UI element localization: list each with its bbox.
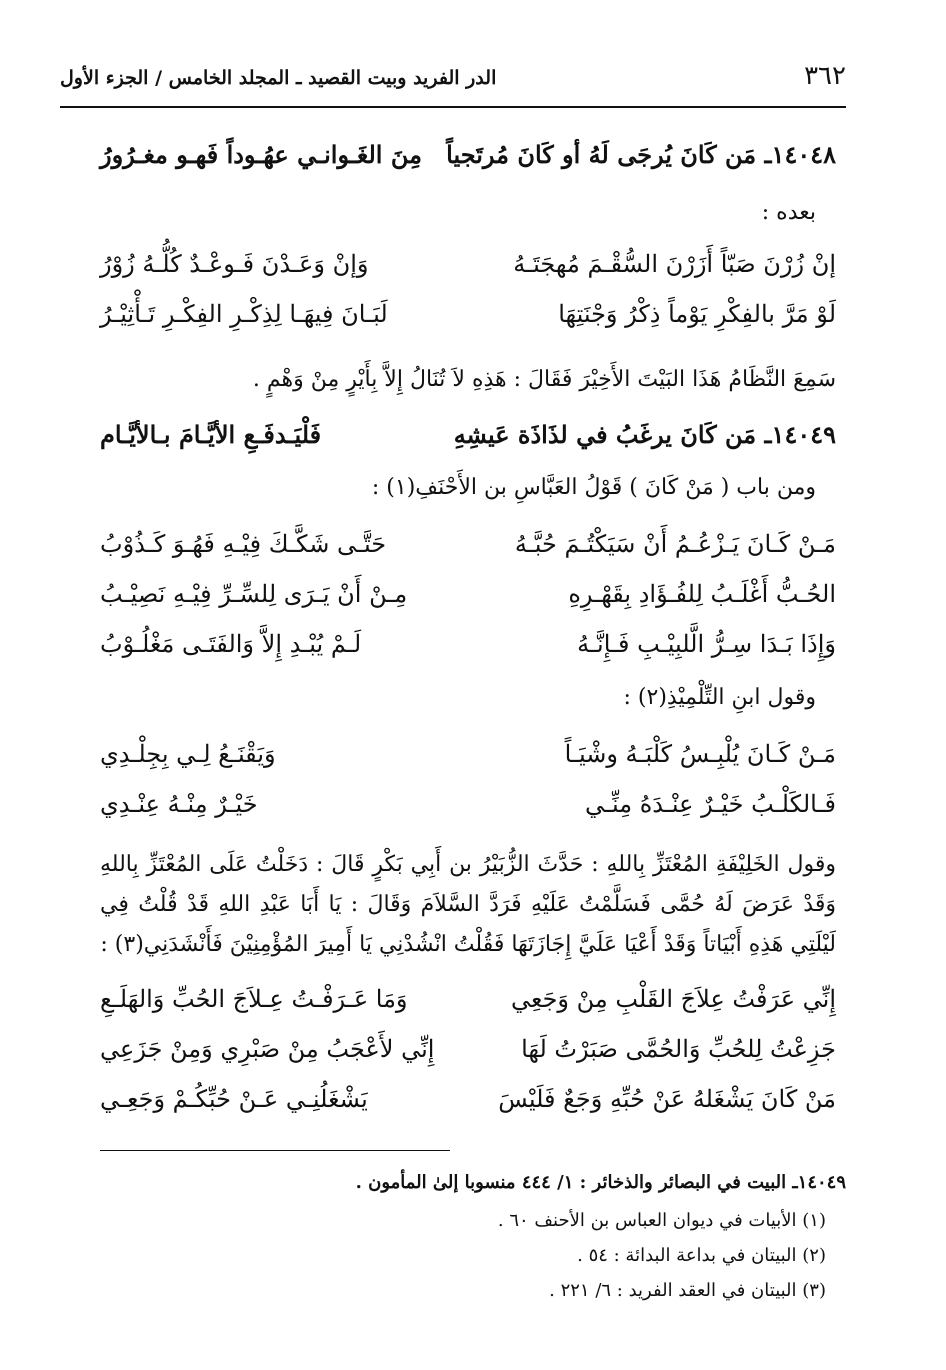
hemistich-second: إِنِّي لأَعْجَبُ مِنْ صَبْرِي وَمِنْ جَزَعِي (100, 1035, 435, 1063)
running-title: الدر الفريد وبيت القصيد ـ المجلد الخامس / الجزء الأول (60, 67, 497, 89)
hemistich-first: لَوْ مَرَّ بالفِكْرِ يَوْماً ذِكْرُ وَجْنَتِهَا (558, 300, 836, 328)
hemistich-first: وَإِذَا بَـدَا سِـرُّ الَّلبِيْـبِ فَـإِنَّـهُ (577, 630, 836, 658)
footnote-entry-14049: ١٤٠٤٩ـ البيت في البصائر والذخائر : ١/ ٤٤٤ منسوبا إلىٰ المأمون . (355, 1172, 846, 1193)
header-rule (60, 106, 846, 108)
poem-3-line-1 (100, 740, 836, 780)
hemistich-first: ١٤٠٤٨ـ مَن كَانَ يُرجَى لَهُ أو كَانَ مُرتَجياً (446, 140, 836, 169)
hemistich-first: مَنْ كَانَ يَشْغَلهُ عَنْ حُبِّهِ وَجَعٌ فَلَيْسَ (498, 1085, 836, 1113)
hemistich-first: إنْ زُرْنَ صَبّاً أَزَرْنَ السُّقْـمَ مُهجَتَـهُ (513, 250, 836, 278)
page-header (60, 55, 846, 101)
hemistich-second: حَتَّـى شَكَّـكَ فِيْـهِ فَهُـوَ كَـذُوْبُ (100, 530, 387, 558)
hemistich-first: ١٤٠٤٩ـ مَن كَانَ يرغَبُ في لذَاذَة عَيشِهِ (453, 420, 836, 449)
intro-ibn-al-tilmidh: وقول ابنِ التِّلْمِيْذِ(٢) : (623, 685, 816, 710)
poem-4-line-2 (100, 1035, 836, 1075)
hemistich-first: فَـالكَلْـبُ خَيْـرٌ عِنْـدَهُ مِنِّـي (584, 790, 836, 818)
entry-14049-verse (100, 420, 836, 460)
hemistich-second: فَلْيَـدفَـعِ الأيَّـامَ بـالأيَّـام (100, 420, 322, 449)
after-label: بعده : (761, 200, 816, 225)
hemistich-second: وَمَا عَـرَفْـتُ عِـلاَجَ الحُبِّ وَالهَلَـعِ (100, 985, 408, 1013)
hemistich-second: وَإنْ وَعَـدْنَ فَـوعْـدٌ كُلُّـهُ زُوْرُ (100, 250, 369, 278)
footnote-rule (100, 1150, 450, 1151)
hemistich-first: جَزِعْتُ لِلحُبِّ وَالحُمَّى صَبَرْتُ لَهَا (521, 1035, 836, 1063)
poem-2-line-2 (100, 580, 836, 620)
poem-2-line-1 (100, 530, 836, 570)
page-number: ٣٦٢ (804, 61, 846, 91)
hemistich-first: مَـنْ كَـانَ يَـزْعُـمُ أَنْ سَيَكْتُـمَ حُبَّـهُ (514, 530, 836, 558)
hemistich-first: مَـنْ كَـانَ يُلْبِـسُ كَلْبَـهُ وشْيَـاً (564, 740, 836, 768)
poem-4-line-1 (100, 985, 836, 1025)
footnote-2: (٢) البيتان في بداعة البدائة : ٥٤ . (577, 1245, 826, 1266)
intro-abbas-ibn-al-ahnaf: ومن باب ( مَنْ كَانَ ) قَوْلُ العَبَّاسِ بن الأَحْنَفِ(١) : (371, 475, 816, 500)
hemistich-second: مِـنْ أَنْ يَـرَى لِلسِّـرِّ فِيْـهِ نَصِيْـبُ (100, 580, 408, 608)
poem-1-line-2 (100, 300, 836, 340)
entry-14048-verse (100, 140, 836, 180)
hemistich-second: لَـمْ يُبْـدِ إِلاَّ وَالفَتَـى مَغْلُـوْبُ (100, 630, 362, 658)
footnote-1: (١) الأبيات في ديوان العباس بن الأحنف ٦٠ . (497, 1210, 826, 1231)
hemistich-first: الحُـبُّ أَغْلَـبُ لِلفُـؤَادِ بِقَهْـرِهِ (568, 580, 836, 608)
hemistich-second: خَيْـرٌ مِنْـهُ عِنْـدِي (100, 790, 258, 818)
poem-4-line-3 (100, 1085, 836, 1125)
hemistich-first: إِنِّي عَرَفْتُ عِلاَجَ القَلْبِ مِنْ وَجَعِي (511, 985, 836, 1013)
hemistich-second: مِنَ الغَـوانـي عهُـوداً فَهـو مغـرُورُ (100, 140, 422, 169)
poem-3-line-2 (100, 790, 836, 830)
remark-paragraph: سَمِعَ النَّظَامُ هَذَا البَيْتَ الأَخِيْرَ فَقَالَ : هَذِهِ لاَ تُنَالُ إِلاَّ بِأَيْرٍ مِنْ وَهْمٍ . (252, 367, 836, 392)
hemistich-second: لَبَـانَ فِيهَـا لِذِكْـرِ الفِكْـرِ تَـأْثِيْـرُ (100, 300, 388, 328)
poem-2-line-3 (100, 630, 836, 670)
poem-1-line-1 (100, 250, 836, 290)
hemistich-second: وَيَقْنَـعُ لِـي بِجِلْـدِي (100, 740, 276, 768)
footnote-3: (٣) البيتان في العقد الفريد : ٦/ ٢٢١ . (549, 1280, 826, 1301)
hemistich-second: يَشْغَلُنِـي عَـنْ حُبِّكُـمْ وَجَعِـي (100, 1085, 368, 1113)
mutazz-narrative-paragraph: وقول الخَلِيْفَةِ المُعْتَزِّ بِاللهِ : حَدَّثَ الزُّبَيْرُ بن أَبِي بَكْرٍ قَالَ : دَخَلْتُ عَلَى المُعْتَزِّ بِاللهِ وَقَدْ عَرَضَ لَهُ حُمَّى فَسَلَّمْتُ عَلَيْهِ فَرَدَّ السَّلاَمَ وَقَالَ : يَا أَبَا عَبْدِ اللهِ قَدْ قُلْتُ فِي لَيْلَتِي هَذِهِ أَبْيَاتاً وَقَدْ أَعْيَا عَلَيَّ إِجَازَتَهَا فَقُلْتُ انْشُدْنِي يَا أَمِيرَ المُؤْمِنِيْنَ فَأَنْشَدَنِي(٣) : (100, 852, 836, 957)
